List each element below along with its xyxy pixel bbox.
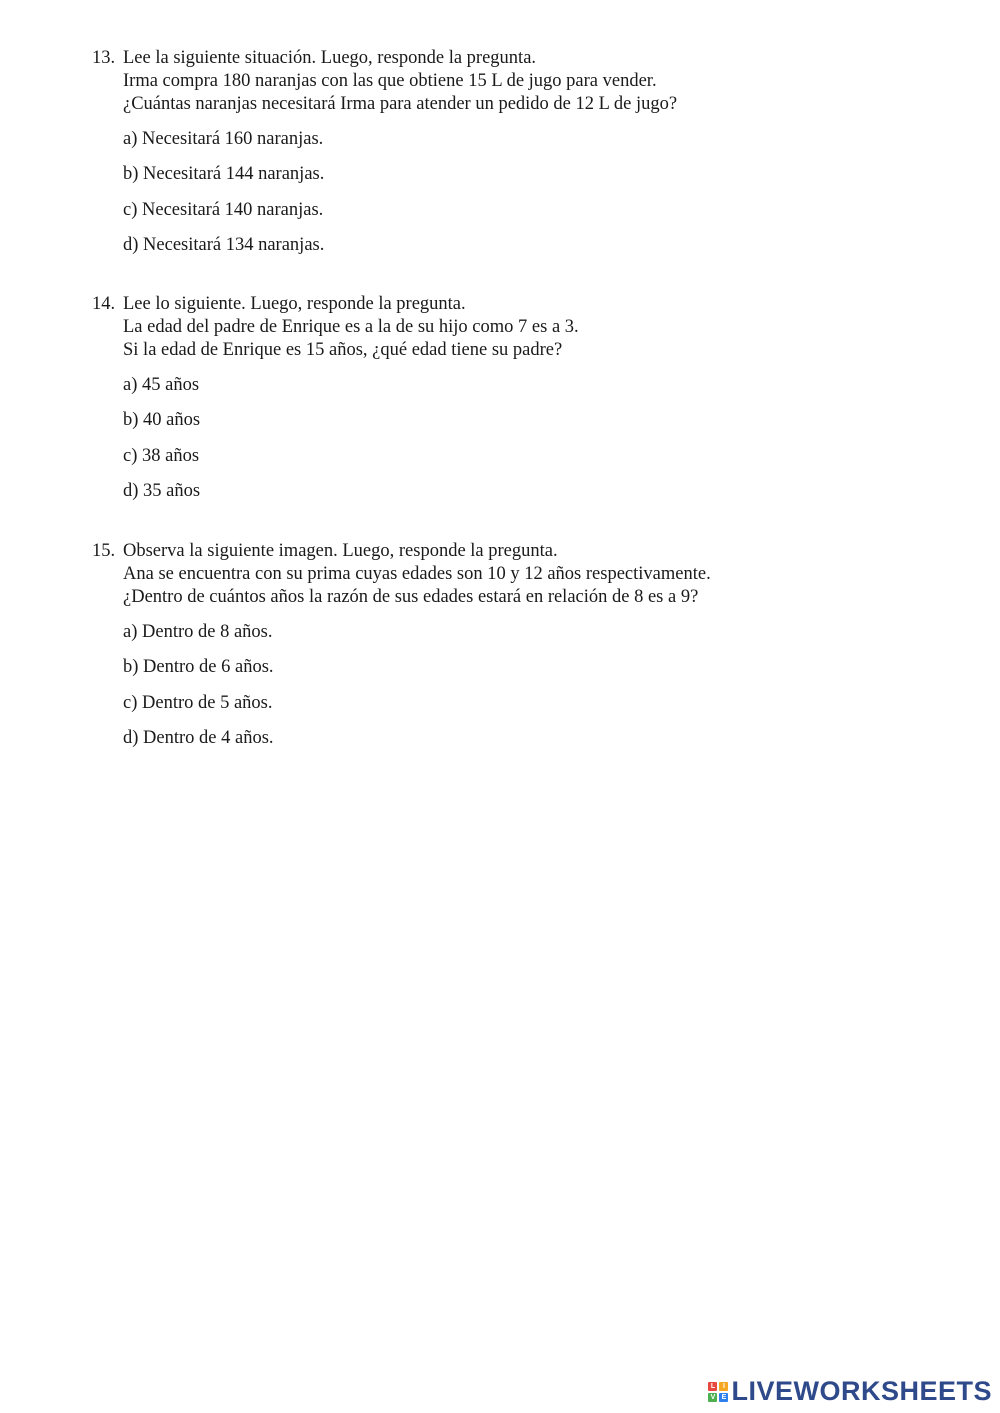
question-13-option-d[interactable]: d) Necesitará 134 naranjas.	[123, 234, 325, 255]
question-14-line-2	[92, 316, 952, 339]
question-13	[92, 47, 952, 269]
question-15-line-2	[92, 563, 952, 586]
question-13-option-a[interactable]: a) Necesitará 160 naranjas.	[123, 129, 324, 149]
question-13-line-3	[92, 93, 952, 116]
question-15-number: 15.	[92, 541, 116, 561]
question-14-statement: La edad del padre de Enrique es a la de su hijo como 7 es a 3.	[123, 317, 579, 337]
question-13-options	[123, 128, 952, 269]
question-14-line-1	[92, 293, 952, 316]
question-15-line-3	[92, 586, 952, 609]
question-13-option-c[interactable]: c) Necesitará 140 naranjas.	[123, 199, 324, 220]
logo-icon-letter-e: E	[719, 1393, 728, 1402]
question-13-option-b[interactable]: b) Necesitará 144 naranjas.	[123, 164, 325, 185]
question-13-line-2	[92, 70, 952, 93]
question-14-instruction: Lee lo siguiente. Luego, responde la pregunta.	[123, 294, 466, 314]
question-13-instruction: Lee la siguiente situación. Luego, responde la pregunta.	[123, 48, 537, 68]
logo-icon-letter-l: L	[708, 1382, 717, 1391]
question-15	[92, 540, 952, 762]
question-15-option-d[interactable]: d) Dentro de 4 años.	[123, 727, 274, 748]
question-15-option-a[interactable]: a) Dentro de 8 años.	[123, 622, 273, 642]
question-14-prompt: Si la edad de Enrique es 15 años, ¿qué edad tiene su padre?	[123, 340, 563, 360]
question-14-option-a[interactable]: a) 45 años	[123, 375, 200, 395]
question-14-number: 14.	[92, 294, 116, 314]
question-14-line-3	[92, 339, 952, 362]
question-15-options	[123, 621, 952, 762]
question-15-option-c[interactable]: c) Dentro de 5 años.	[123, 692, 273, 713]
logo-wordmark: LIVEWORKSHEETS	[731, 1376, 992, 1406]
logo-icon-letter-v: V	[708, 1393, 717, 1402]
question-13-line-1	[92, 47, 952, 70]
question-14	[92, 293, 952, 515]
question-14-option-b[interactable]: b) 40 años	[123, 410, 201, 431]
question-14-options	[123, 374, 952, 515]
question-14-option-d[interactable]: d) 35 años	[123, 480, 201, 501]
question-15-prompt: ¿Dentro de cuántos años la razón de sus edades estará en relación de 8 es a 9?	[123, 587, 699, 607]
question-15-instruction: Observa la siguiente imagen. Luego, responde la pregunta.	[123, 541, 558, 561]
logo-icon	[708, 1382, 728, 1402]
question-14-option-c[interactable]: c) 38 años	[123, 445, 200, 466]
question-15-statement: Ana se encuentra con su prima cuyas edades son 10 y 12 años respectivamente.	[123, 564, 711, 584]
question-15-option-b[interactable]: b) Dentro de 6 años.	[123, 657, 274, 678]
question-13-number: 13.	[92, 48, 116, 68]
logo-icon-letter-i: I	[719, 1382, 728, 1391]
question-13-statement: Irma compra 180 naranjas con las que obtiene 15 L de jugo para vender.	[123, 71, 657, 91]
liveworksheets-logo	[708, 1376, 992, 1407]
question-13-prompt: ¿Cuántas naranjas necesitará Irma para atender un pedido de 12 L de jugo?	[123, 94, 678, 114]
question-15-line-1	[92, 540, 952, 563]
